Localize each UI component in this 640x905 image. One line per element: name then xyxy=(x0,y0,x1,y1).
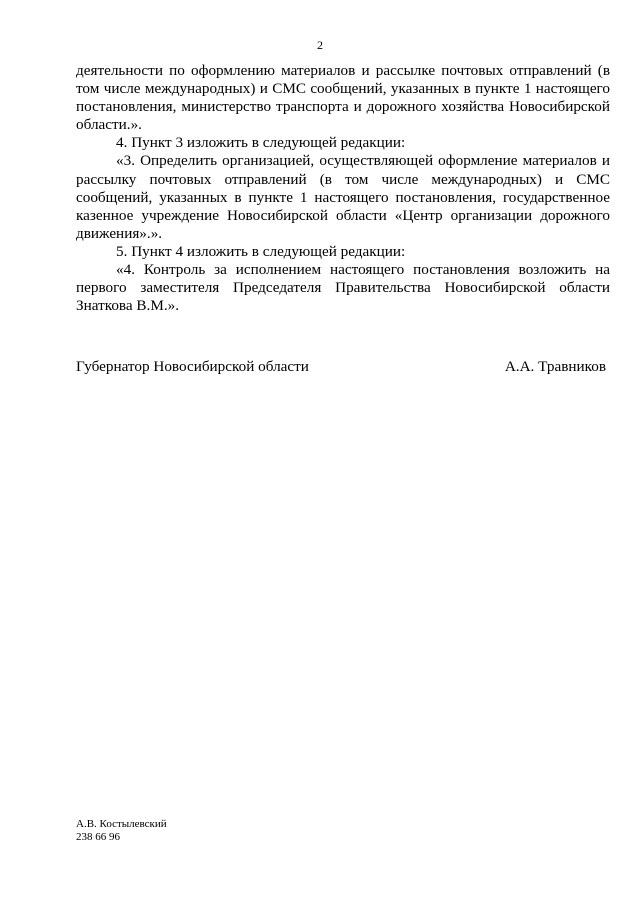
executor-phone: 238 66 96 xyxy=(76,831,120,843)
page-number: 2 xyxy=(317,38,323,52)
paragraph-continuation: деятельности по оформлению материалов и рассылке почтовых отправлений (в том числе международных) и СМС сообщений, указанных в пункте 1 настоящего постановления, министерство транспорта и дорожного хозяйства Новосибирской области.». xyxy=(76,62,610,134)
executor-footer xyxy=(76,818,167,844)
paragraph-item-4-heading: 4. Пункт 3 изложить в следующей редакции: xyxy=(116,134,406,152)
executor-name: А.В. Костылевский xyxy=(76,818,167,830)
signatory-position: Губернатор Новосибирской области xyxy=(76,358,309,375)
document-body xyxy=(76,62,610,315)
paragraph-item-4-text: «4. Контроль за исполнением настоящего постановления возложить на первого заместителя Председателя Правительства Новосибирской области Знаткова В.М.». xyxy=(76,261,610,315)
paragraph-item-5-heading: 5. Пункт 4 изложить в следующей редакции: xyxy=(116,242,406,260)
paragraph-item-3-text: «3. Определить организацией, осуществляющей оформление материалов и рассылку почтовых отправлений (в том числе международных) и СМС сообщений, указанных в пункте 1 настоящего постановления, государственное казенное учреждение Новосибирской области «Центр организации дорожного движения».». xyxy=(76,152,610,242)
signature-block xyxy=(76,358,606,376)
signatory-name: А.А. Травников xyxy=(504,358,606,375)
